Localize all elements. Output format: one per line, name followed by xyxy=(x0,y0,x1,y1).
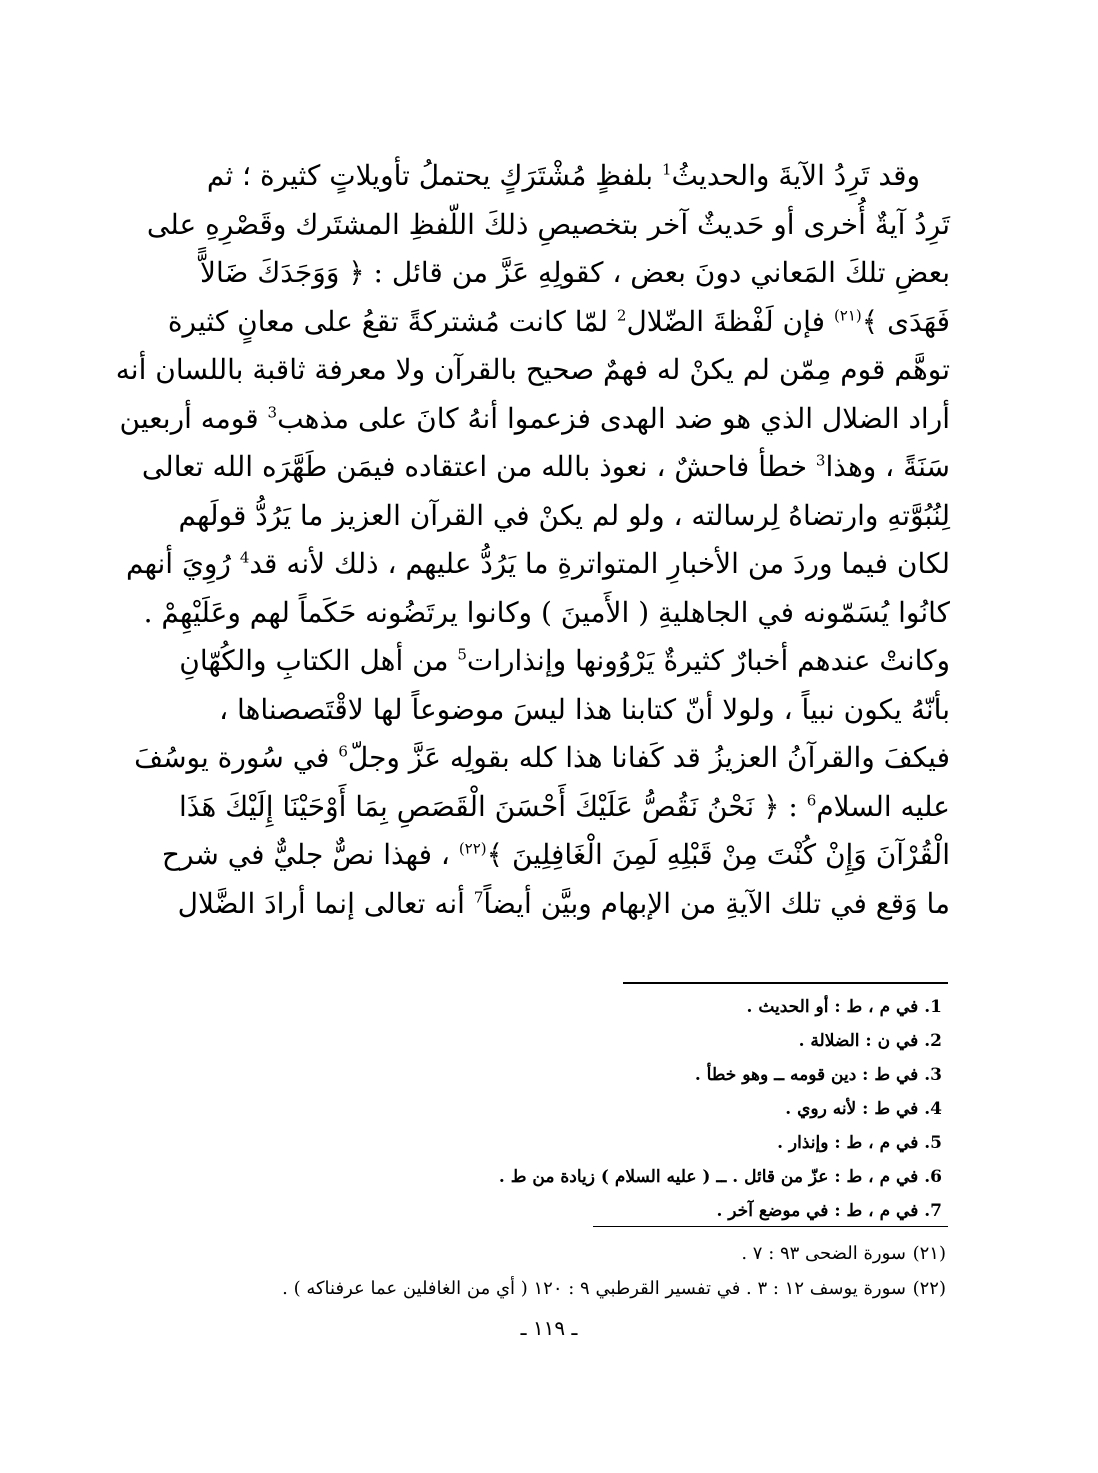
footnote: 1. في م ، ط : أو الحديث . xyxy=(746,997,942,1017)
reference xyxy=(282,1236,946,1271)
text-line: سَنَةً ، وهذا$^3$ خطأ فاحشٌ ، نعوذ بالله من اعتقاده فيمَن طَهَّرَه الله تعالى xyxy=(141,450,950,483)
text-line: بأنّهُ يكون نبياً ، ولولا أنّ كتابنا هذا ليسَ موضوعاً لها لاقْتَصصناها ، xyxy=(219,692,950,726)
text-line: فَهَدَى ﴾$^{(٢١)}$ فإن لَفْظةَ الضّلال$^2$ لمّا كانت مُشتركةً تقعُ على معانٍ كثيرة xyxy=(167,304,950,338)
text-line: لكان فيما وردَ من الأخبارِ المتواترةِ ما يَرُدُّ عليهم ، ذلك لأنه قد$^4$ رُوِيَ أنهم xyxy=(125,547,950,580)
footnote: 7. في م ، ط : في موضع آخر . xyxy=(716,1201,942,1221)
text-line: لِنُبُوَّتهِ وارتضاهُ لِرسالته ، ولو لم يكنْ في القرآن العزيز ما يَرُدُّ قولَهم xyxy=(178,498,950,532)
footnote: 2. في ن : الضلالة . xyxy=(798,1031,942,1051)
page-number: ـ ١١٩ ـ xyxy=(520,1316,578,1340)
text-line: أراد الضلال الذي هو ضد الهدى فزعموا أنهُ كانَ على مذهب$^3$ قومه أربعين xyxy=(119,401,950,435)
main-text xyxy=(115,152,950,928)
reference-number: (٢٢) xyxy=(912,1278,946,1299)
reference-text: سورة يوسف ١٢ : ٣ . في تفسير القرطبي ٩ : ١٢٠ ( أي من الغافلين عما عرفناكه ) . xyxy=(282,1278,906,1299)
reference-text: سورة الضحى ٩٣ : ٧ . xyxy=(741,1243,906,1264)
text-line: توهَّم قوم مِمّن لم يكنْ له فهمٌ صحيح بالقرآن ولا معرفة ثاقبة باللسان أنه xyxy=(115,353,950,386)
text-line: فيكفَ والقرآنُ العزيزُ قد كَفانا هذا كله بقولِه عَزَّ وجلّ$^6$ في سُورة يوسُفَ xyxy=(134,741,950,774)
reference-divider xyxy=(593,1226,948,1227)
reference-number: (٢١) xyxy=(912,1243,946,1264)
footnote: 5. في م ، ط : وإنذار . xyxy=(777,1133,942,1153)
footnote: 4. في ط : لأنه روي . xyxy=(785,1099,942,1119)
footnotes xyxy=(499,990,942,1228)
text-line: بعضِ تلكَ المَعاني دونَ بعض ، كقولِهِ عَزَّ من قائل : ﴿ وَوَجَدَكَ ضَالاًّ xyxy=(200,256,950,289)
references xyxy=(282,1236,946,1306)
text-line: كانُوا يُسَمّونه في الجاهليةِ ( الأَمينَ ) وكانوا يرتَضُونه حَكَماً لهم وعَلَيْهِمْ . xyxy=(143,595,950,629)
reference xyxy=(282,1271,946,1306)
text-line: الْقُرْآنَ وَإِنْ كُنْتَ مِنْ قَبْلِهِ لَمِنَ الْغَافِلِينَ ﴾$^{(٢٢)}$ ، فهذا نصٌّ جليٌّ في شرح xyxy=(161,838,950,871)
text-line: وكانتْ عندهم أخبارٌ كثيرةٌ يَرْوُونها وإنذارات$^5$ من أهل الكتابِ والكُهّانِ xyxy=(179,644,950,677)
text-line: تَرِدُ آيةٌ أُخرى أو حَديثٌ آخر بتخصيصِ ذلكَ اللّفظِ المشتَرك وقَصْرِهِ على xyxy=(146,207,950,241)
footnote-divider xyxy=(623,982,948,984)
text-line: وقد تَرِدُ الآيةَ والحديثُ$^1$ بلفظٍ مُشْتَرَكٍ يحتملُ تأويلاتٍ كثيرة ؛ ثم xyxy=(206,159,920,192)
footnote: 6. في م ، ط : عزّ من قائل . ــ ( عليه السلام ) زيادة من ط . xyxy=(498,1167,942,1187)
footnote: 3. في ط : دين قومه ــ وهو خطأ . xyxy=(694,1065,942,1085)
text-line: عليه السلام$^6$ : ﴿ نَحْنُ نَقُصُّ عَلَيْكَ أَحْسَنَ الْقَصَصِ بِمَا أَوْحَيْنَا إِلَيْكَ هَذَا xyxy=(178,789,950,823)
text-line: ما وَقع في تلك الآيةِ من الإبهام وبيَّن أيضاً$^7$ أنه تعالى إنما أرادَ الضَّلال xyxy=(177,886,950,920)
